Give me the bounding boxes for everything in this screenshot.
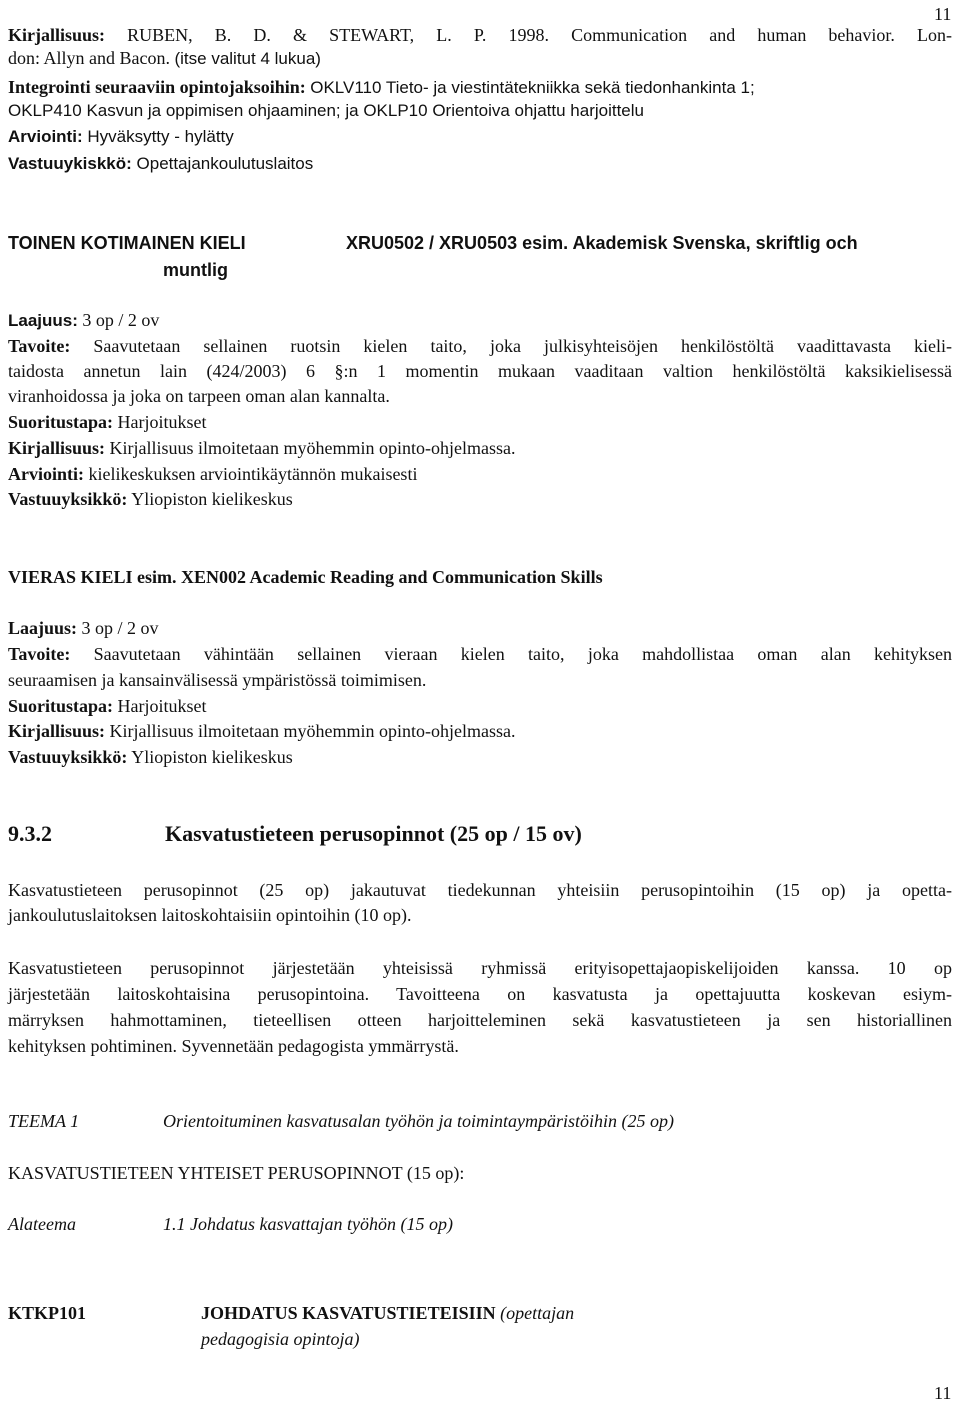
vastuuyksikko-line-3: [8, 746, 293, 768]
vastuuyksikko-text-2: Yliopiston kielikeskus: [131, 489, 293, 509]
integrointi-label: Integrointi seuraaviin opintojaksoihin:: [8, 77, 306, 97]
vastuuyksikko-label-2: Vastuuyksikkö:: [8, 489, 128, 509]
kirjallisuus-label-3: Kirjallisuus:: [8, 721, 106, 741]
paragraph-2-line-3: märryksen hahmottaminen, tieteellisen otteen harjoitteleminen sekä kasvatustieteen ja sen historiallinen: [8, 1010, 952, 1030]
heading-left: TOINEN KOTIMAINEN KIELI: [8, 233, 246, 253]
course-title-line-2: pedagogisia opintoja): [201, 1329, 360, 1349]
heading-right: XRU0502 / XRU0503 esim. Akademisk Svenska, skriftlig och: [346, 233, 858, 253]
laajuus-line-2: [8, 617, 159, 639]
course-title: JOHDATUS KASVATUSTIETEISIIN: [201, 1303, 496, 1323]
paragraph-2-line-2: järjestetään laitoskohtaisina perusopintoina. Tavoitteena on kasvatusta ja opettajuutta koskevan esiym-: [8, 984, 952, 1004]
paragraph-2-line-4: kehityksen pohtiminen. Syvennetään pedagogista ymmärrystä.: [8, 1036, 459, 1056]
kirjallisuus-text-2: don: Allyn and Bacon.: [8, 48, 170, 68]
kirjallisuus-label-2: Kirjallisuus:: [8, 438, 106, 458]
vastuuyksikko-label-3: Vastuuyksikkö:: [8, 747, 128, 767]
arviointi-text-2: kielikeskuksen arviointikäytännön mukaisesti: [88, 464, 418, 484]
tavoite-line-5: seuraamisen ja kansainvälisessä ympäristössä toimimisen.: [8, 670, 427, 690]
suoritustapa-label-2: Suoritustapa:: [8, 696, 114, 716]
kirjallisuus-line-3: [8, 720, 515, 742]
tavoite-text-1: Saavutetaan sellainen ruotsin kielen taito, joka julkisyhteisöjen henkilöstöltä vaadittavasta kieli-: [93, 336, 953, 356]
tavoite-line-3: viranhoidossa ja joka on tarpeen oman alan kannalta.: [8, 386, 390, 406]
section-heading-toinen-kotimainen: [8, 232, 246, 254]
kirjallisuus-note: (itse valitut 4 lukua): [174, 49, 321, 68]
arviointi-text: Hyväksytty - hylätty: [87, 127, 234, 146]
tavoite-text-4: Saavutetaan vähintään sellainen vieraan kielen taito, joka mahdollistaa oman alan kehityksen: [93, 644, 953, 664]
kirjallisuus-label: Kirjallisuus:: [8, 25, 106, 45]
section-number: 9.3.2: [8, 821, 52, 846]
tavoite-line-2: taidosta annetun lain (424/2003) 6 §:n 1 momentin mukaan vaaditaan valtion henkilöstöltä kaksikielisessä: [8, 361, 952, 381]
paragraph-2-line-1: Kasvatustieteen perusopinnot järjestetään yhteisissä ryhmissä erityisopettajaopiskelijoiden kanssa. 10 op: [8, 958, 952, 978]
section-heading-vieras-kieli: VIERAS KIELI esim. XEN002 Academic Reading and Communication Skills: [8, 567, 603, 587]
tavoite-line-1: [8, 335, 952, 357]
kirjallisuus-text: RUBEN, B. D. & STEWART, L. P. 1998. Communication and human behavior. Lon-: [127, 25, 953, 45]
tavoite-label: Tavoite:: [8, 336, 71, 356]
vastuuyksikko-label: Vastuuykiskkö:: [8, 154, 132, 173]
suoritustapa-text: Harjoitukset: [117, 412, 207, 432]
suoritustapa-label: Suoritustapa:: [8, 412, 114, 432]
kirjallisuus-text-4: Kirjallisuus ilmoitetaan myöhemmin opinto-ohjelmassa.: [109, 721, 516, 741]
laajuus-label-2: Laajuus:: [8, 618, 78, 638]
integrointi-text: OKLV110 Tieto- ja viestintätekniikka sekä tiedonhankinta 1;: [310, 78, 755, 97]
vastuuyksikko-text: Opettajankoulutuslaitos: [136, 154, 314, 173]
kirjallisuus-line-1: [8, 24, 952, 46]
vastuuyksikko-text-3: Yliopiston kielikeskus: [131, 747, 293, 767]
suoritustapa-line: [8, 411, 207, 433]
heading-continuation: muntlig: [163, 260, 228, 280]
suoritustapa-line-2: [8, 695, 207, 717]
kirjallisuus-line: [8, 437, 515, 459]
suoritustapa-text-2: Harjoitukset: [117, 696, 207, 716]
laajuus-text: 3 op / 2 ov: [82, 310, 160, 330]
integrointi-line-1: [8, 76, 755, 99]
vastuuyksikko-line-2: [8, 488, 293, 510]
teema-text: Orientoituminen kasvatusalan työhön ja toimintaympäristöihin (25 op): [163, 1111, 674, 1131]
arviointi-line-2: [8, 463, 417, 485]
alateema-text: 1.1 Johdatus kasvattajan työhön (15 op): [163, 1214, 453, 1234]
paragraph-1-line-1: Kasvatustieteen perusopinnot (25 op) jakautuvat tiedekunnan yhteisiin perusopintoihin (15 op) ja opetta-: [8, 880, 952, 900]
tavoite-label-2: Tavoite:: [8, 644, 71, 664]
integrointi-line-2: OKLP410 Kasvun ja oppimisen ohjaaminen; ja OKLP10 Orientoiva ohjattu harjoittelu: [8, 101, 644, 120]
course-title-line-1: [201, 1302, 574, 1324]
kirjallisuus-text-3: Kirjallisuus ilmoitetaan myöhemmin opinto-ohjelmassa.: [109, 438, 516, 458]
laajuus-line: [8, 309, 159, 332]
vastuuyksikko-line: [8, 153, 313, 175]
laajuus-text-2: 3 op / 2 ov: [81, 618, 159, 638]
course-code: KTKP101: [8, 1303, 87, 1323]
laajuus-label: Laajuus:: [8, 311, 78, 330]
arviointi-label: Arviointi:: [8, 127, 83, 146]
alateema-label: Alateema: [8, 1214, 76, 1234]
page-number-top: 11: [934, 4, 952, 24]
teema-label: TEEMA 1: [8, 1111, 80, 1131]
course-title-paren: (opettajan: [500, 1303, 575, 1323]
tavoite-line-4: [8, 643, 952, 665]
arviointi-line: [8, 126, 234, 148]
paragraph-1-line-2: jankoulutuslaitoksen laitoskohtaisiin opintoihin (10 op).: [8, 905, 412, 925]
page-number-bottom: 11: [934, 1383, 952, 1403]
arviointi-label-2: Arviointi:: [8, 464, 84, 484]
yhteiset-heading: KASVATUSTIETEEN YHTEISET PERUSOPINNOT (15 op):: [8, 1163, 465, 1183]
kirjallisuus-line-2: [8, 47, 321, 70]
section-title: Kasvatustieteen perusopinnot (25 op / 15 ov): [165, 821, 582, 846]
